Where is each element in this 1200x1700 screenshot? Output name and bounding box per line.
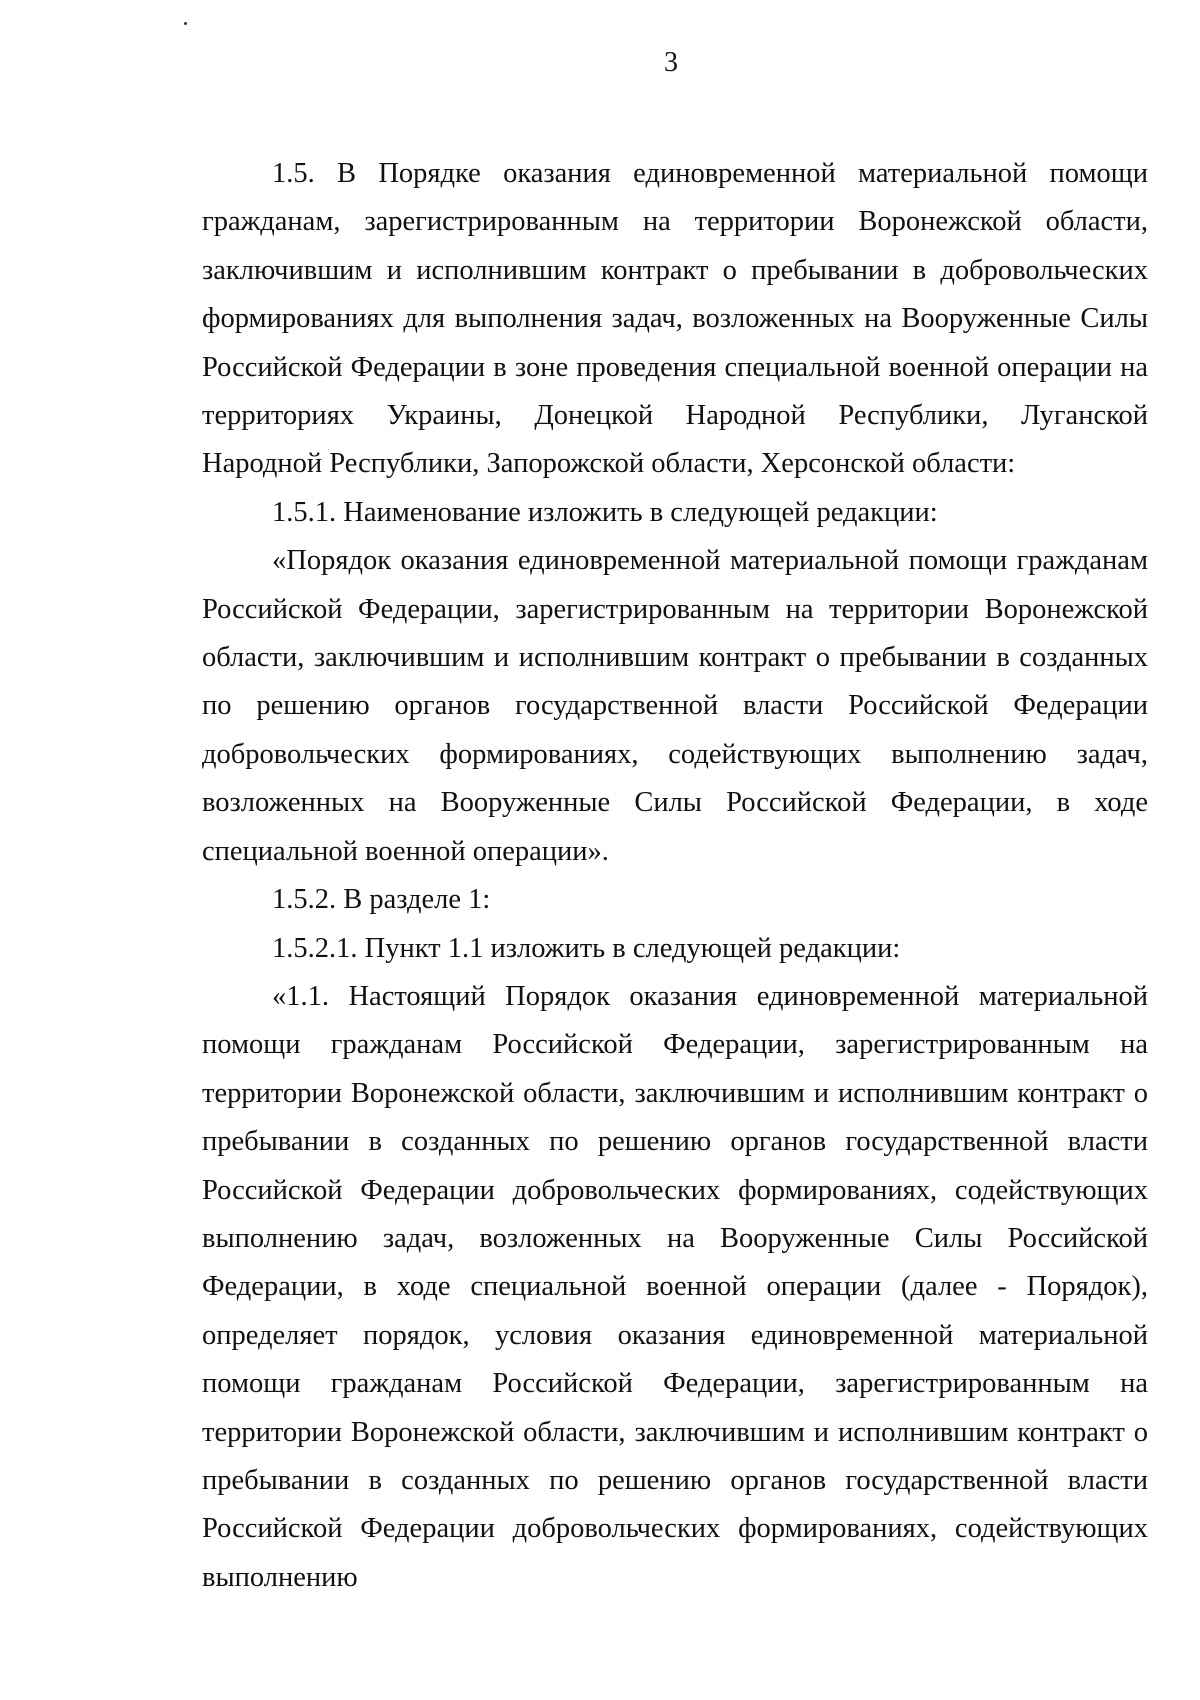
paragraph-1-5-1: 1.5.1. Наименование изложить в следующей редакции: [272, 496, 938, 528]
paragraph-point-1-1: «1.1. Настоящий Порядок оказания единовременной материальной помощи гражданам Российской Федерации, зарегистрированным на территории Воронежской области, заключившим и исполнившим контракт о пребывании в созданных по решению органов государственной власти Российской Федерации добровольческих формированиях, содействующих выполнению задач, возложенных на Вооруженные Силы Российской Федерации, в ходе специальной военной операции (далее - Порядок), определяет порядок, условия оказания единовременной материальной помощи гражданам Российской Федерации, зарегистрированным на территории Воронежской области, заключившим и исполнившим контракт о пребывании в созданных по решению органов государственной власти Российской Федерации добровольческих формированиях, содействующих выполнению [202, 980, 1148, 1593]
paragraph-1-5-2: 1.5.2. В разделе 1: [272, 884, 491, 916]
page-number: 3 [664, 47, 678, 78]
paragraph-new-title: «Порядок оказания единовременной материальной помощи гражданам Российской Федерации, зарегистрированным на территории Воронежской области, заключившим и исполнившим контракт о пребывании в созданных по решению органов государственной власти Российской Федерации добровольческих формированиях, содействующих выполнению задач, возложенных на Вооруженные Силы Российской Федерации, в ходе специальной военной операции». [202, 545, 1148, 867]
paragraph-1-5: 1.5. В Порядке оказания единовременной материальной помощи гражданам, зарегистрированным на территории Воронежской области, заключившим и исполнившим контракт о пребывании в добровольческих формированиях для выполнения задач, возложенных на Вооруженные Силы Российской Федерации в зоне проведения специальной военной операции на территориях Украины, Донецкой Народной Республики, Луганской Народной Республики, Запорожской области, Херсонской области: [202, 158, 1148, 480]
paragraph-1-5-2-1: 1.5.2.1. Пункт 1.1 изложить в следующей редакции: [272, 932, 901, 964]
document-body [202, 150, 1148, 1602]
scan-speck [184, 22, 187, 25]
